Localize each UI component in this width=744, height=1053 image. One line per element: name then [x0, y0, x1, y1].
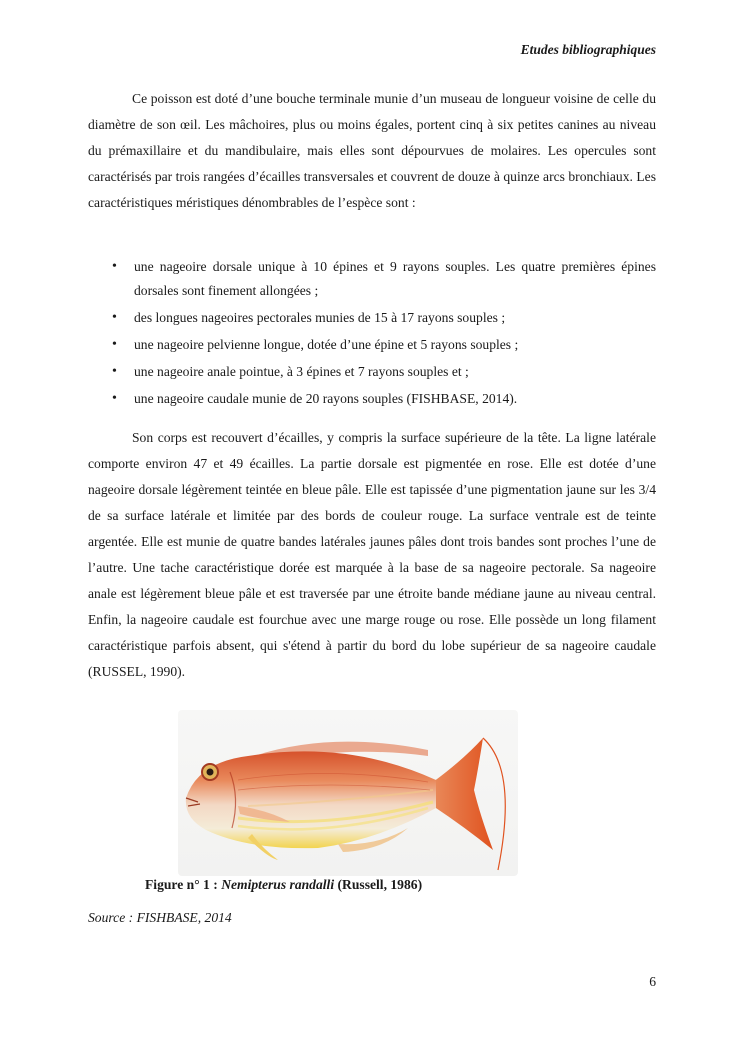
figure-source: Source : FISHBASE, 2014	[88, 910, 232, 925]
list-item	[88, 387, 656, 411]
page-number: 6	[649, 974, 656, 989]
caption-prefix: Figure n° 1 :	[145, 877, 222, 892]
fish-figure	[178, 710, 518, 876]
list-item	[88, 333, 656, 357]
running-header: Etudes bibliographiques	[520, 42, 656, 57]
paragraph-1-text: Ce poisson est doté d’une bouche terminale munie d’un museau de longueur voisine de celle du diamètre de son œil. Les mâchoires, plus ou moins égales, portent cinq à six petites canines au niveau du prémaxillaire et du mandibulaire, mais elles sont dépourvues de molaires. Les opercules sont caractérisés par trois rangées d’écailles transversales et couvrent de douze à quinze arcs bronchiaux. Les caractéristiques méristiques dénombrables de l’espèce sont :	[88, 91, 656, 210]
list-item-text: une nageoire caudale munie de 20 rayons souples (FISHBASE, 2014).	[134, 391, 518, 406]
bullet-icon: •	[112, 259, 117, 274]
figure-caption	[145, 877, 422, 893]
list-item	[88, 306, 656, 330]
bullet-icon: •	[112, 364, 117, 379]
list-item	[88, 255, 656, 303]
caudal-fin	[433, 738, 493, 850]
bullet-icon: •	[112, 337, 117, 352]
caption-species: Nemipterus randalli	[221, 877, 335, 892]
fish-illustration	[178, 710, 518, 876]
list-item-text: des longues nageoires pectorales munies de 15 à 17 rayons souples ;	[134, 310, 506, 325]
list-item	[88, 360, 656, 384]
meristic-characteristics-list	[88, 255, 656, 414]
bullet-icon: •	[112, 391, 117, 406]
list-item-text: une nageoire pelvienne longue, dotée d’une épine et 5 rayons souples ;	[134, 337, 519, 352]
tail-filament	[483, 738, 505, 870]
caption-suffix: (Russell, 1986)	[334, 877, 423, 892]
paragraph-2-text: Son corps est recouvert d’écailles, y compris la surface supérieure de la tête. La ligne latérale comporte environ 47 et 49 écailles. La partie dorsale est pigmentée en rose. Elle est dotée d’une nageoire dorsale légèrement teintée en bleue pâle. Elle est tapissée d’une pigmentation jaune sur les 3/4 de sa surface latérale et limitée par des bords de couleur rouge. La surface ventrale est de teinte argentée. Elle est munie de quatre bandes latérales jaunes pâles dont trois bandes sont proches l’une de l’autre. Une tache caractéristique dorée est marquée à la base de sa nageoire pectorale. Sa nageoire anale est légèrement bleue pâle et est traversée par une étroite bande médiane jaune au niveau central. Enfin, la nageoire caudale est fourchue avec une marge rouge ou rose. Elle possède un long filament caractéristique parfois absent, qui s'étend à partir du bord du lobe supérieur de sa nageoire caudale (RUSSEL, 1990).	[88, 430, 656, 679]
paragraph-description-mouth	[88, 86, 656, 216]
list-item-text: une nageoire dorsale unique à 10 épines et 9 rayons souples. Les quatre premières épines dorsales sont finement allongées ;	[134, 259, 656, 298]
bullet-icon: •	[112, 310, 117, 325]
paragraph-description-body	[88, 425, 656, 685]
list-item-text: une nageoire anale pointue, à 3 épines et 7 rayons souples et ;	[134, 364, 469, 379]
